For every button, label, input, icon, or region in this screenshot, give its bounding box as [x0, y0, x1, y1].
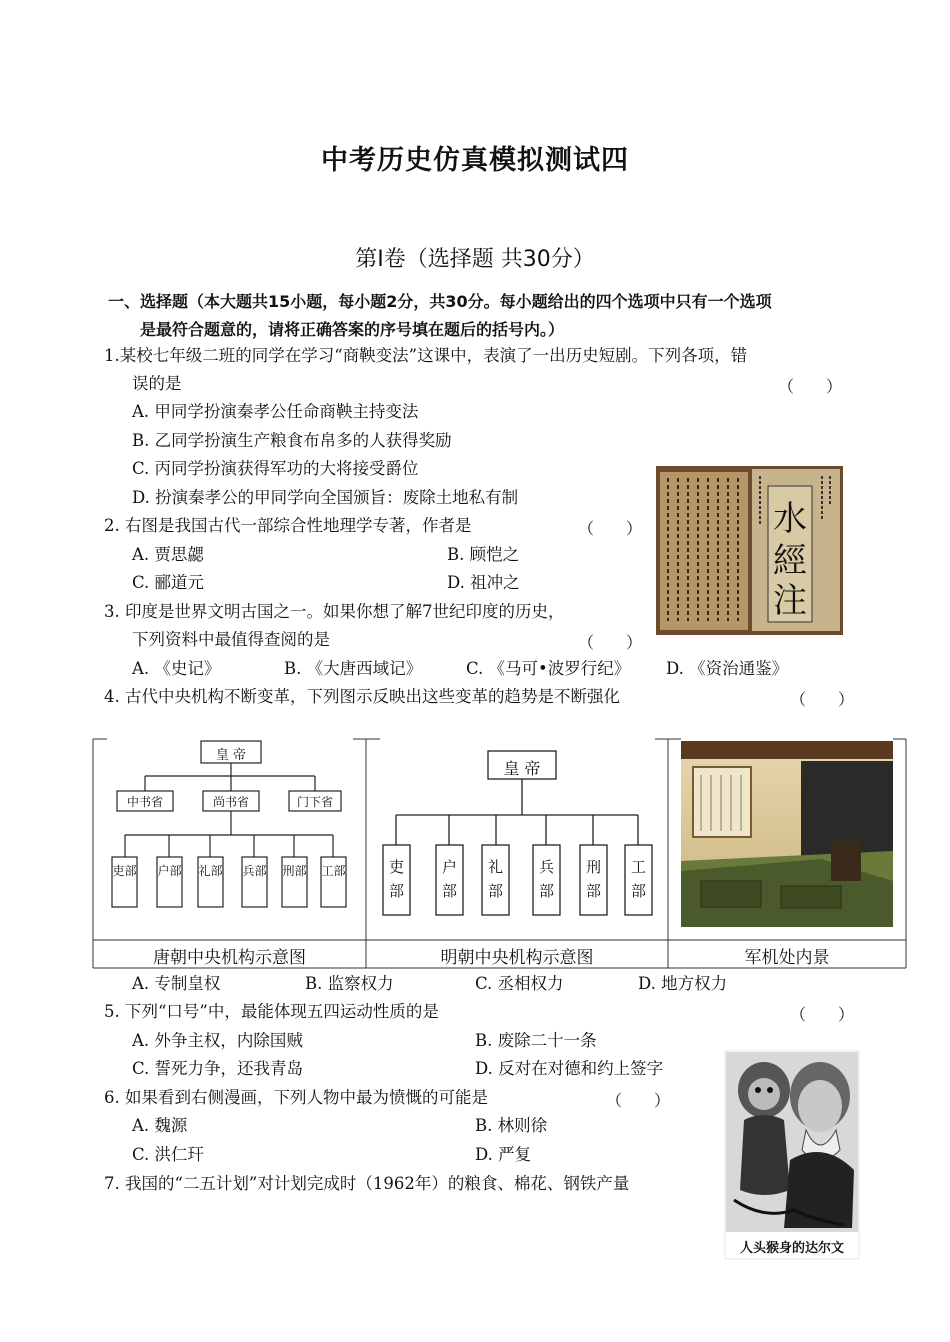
ming-bu-li: 吏部 [388, 858, 404, 900]
q5-option-a: A. 外争主权，内除国贼 [132, 1031, 303, 1050]
q4-option-d: D. 地方权力 [638, 974, 728, 993]
q5-option-c: C. 誓死力争，还我青岛 [132, 1059, 304, 1078]
q6-option-d: D. 严复 [475, 1145, 532, 1164]
q1-option-d: D. 扮演秦孝公的甲同学向全国颁旨：废除土地私有制 [132, 488, 519, 507]
q1-option-c: C. 丙同学扮演获得军功的大将接受爵位 [132, 459, 419, 478]
q4-option-c: C. 丞相权力 [475, 974, 564, 993]
q1-stem-cont: 误的是 [132, 374, 182, 393]
ming-bu-xing: 刑部 [585, 858, 601, 900]
darwin-cartoon-image [724, 1050, 860, 1260]
q1-option-b: B. 乙同学扮演生产粮食布帛多的人获得奖励 [132, 431, 452, 450]
ming-bu-bing: 兵部 [538, 858, 554, 900]
q6-answer-paren: （ ） [606, 1091, 671, 1110]
q2-stem: 2. 右图是我国古代一部综合性地理学专著，作者是 [104, 516, 472, 535]
tang-zhongshu-box: 中书省 [126, 795, 163, 809]
q3-stem-cont: 下列资料中最值得查阅的是 [132, 630, 330, 649]
tang-bu-gong: 工部 [321, 864, 346, 878]
q2-option-a: A. 贾思勰 [132, 545, 204, 564]
book-cover-char-1: 水 [773, 499, 807, 539]
q2-option-b: B. 顾恺之 [447, 545, 520, 564]
tang-bu-rite: 礼部 [198, 864, 223, 878]
tang-menxia-box: 门下省 [296, 795, 333, 809]
q4-option-b: B. 监察权力 [305, 974, 394, 993]
tang-emperor-box: 皇 帝 [215, 748, 247, 763]
page-title: 中考历史仿真模拟测试四 [321, 145, 629, 176]
q3-option-a: A. 《史记》 [132, 659, 221, 678]
q6-option-b: B. 林则徐 [475, 1116, 548, 1135]
book-cover-char-2: 經 [773, 541, 807, 581]
q7-stem: 7. 我国的“二五计划”对计划完成时（1962年）的粮食、棉花、钢铁产量 [104, 1174, 630, 1193]
ming-emperor-box: 皇 帝 [503, 759, 541, 778]
instructions-line1: 一、选择题（本大题共15小题，每小题2分，共30分。每小题给出的四个选项中只有一个选项 [108, 292, 772, 311]
q3-answer-paren: （ ） [578, 633, 643, 652]
q1-answer-paren: （ ） [778, 377, 843, 396]
q6-option-a: A. 魏源 [132, 1116, 188, 1135]
section-title: 第Ⅰ卷（选择题 共30分） [355, 247, 595, 272]
ming-bu-rite: 礼部 [487, 858, 503, 900]
junjichu-interior-photo [681, 741, 893, 927]
q5-option-b: B. 废除二十一条 [475, 1031, 597, 1050]
q3-option-d: D. 《资治通鉴》 [666, 659, 789, 678]
tang-bu-li: 吏部 [112, 864, 137, 878]
q5-stem: 5. 下列“口号”中，最能体现五四运动性质的是 [104, 1002, 439, 1021]
q2-option-d: D. 祖冲之 [447, 573, 520, 592]
tang-caption: 唐朝中央机构示意图 [153, 948, 306, 968]
tang-bu-hu: 户部 [157, 864, 182, 878]
ming-caption: 明朝中央机构示意图 [440, 948, 594, 968]
q3-stem: 3. 印度是世界文明古国之一。如果你想了解7世纪印度的历史， [104, 602, 565, 621]
q1-option-a: A. 甲同学扮演秦孝公任命商鞅主持变法 [132, 402, 419, 421]
q1-stem: 1.某校七年级二班的同学在学习“商鞅变法”这课中，表演了一出历史短剧。下列各项，错 [104, 346, 748, 365]
q6-stem: 6. 如果看到右侧漫画，下列人物中最为愤慨的可能是 [104, 1088, 488, 1107]
ming-bu-gong: 工部 [630, 858, 646, 900]
ming-central-structure-diagram [366, 739, 668, 939]
darwin-cartoon-caption: 人头猴身的达尔文 [739, 1241, 844, 1256]
tang-bu-xing: 刑部 [282, 864, 307, 878]
book-cover-char-3: 注 [773, 581, 807, 621]
q5-option-d: D. 反对在对德和约上签字 [475, 1059, 664, 1078]
q3-option-b: B. 《大唐西域记》 [284, 659, 423, 678]
tang-shangshu-box: 尚书省 [212, 795, 249, 809]
junjichu-caption: 军机处内景 [744, 948, 830, 968]
tang-central-structure-diagram [93, 739, 366, 939]
instructions-line2: 是最符合题意的，请将正确答案的序号填在题后的括号内。） [140, 320, 565, 339]
q6-option-c: C. 洪仁玕 [132, 1145, 205, 1164]
tang-bu-bing: 兵部 [242, 864, 267, 878]
q4-option-a: A. 专制皇权 [132, 974, 221, 993]
q3-option-c: C. 《马可•波罗行纪》 [466, 659, 631, 678]
q2-answer-paren: （ ） [578, 519, 643, 538]
q5-answer-paren: （ ） [790, 1005, 855, 1024]
q2-option-c: C. 郦道元 [132, 573, 205, 592]
q4-answer-paren: （ ） [790, 690, 855, 709]
ming-bu-hu: 户部 [441, 858, 457, 900]
q4-stem: 4. 古代中央机构不断变革，下列图示反映出这些变革的趋势是不断强化 [104, 687, 620, 706]
